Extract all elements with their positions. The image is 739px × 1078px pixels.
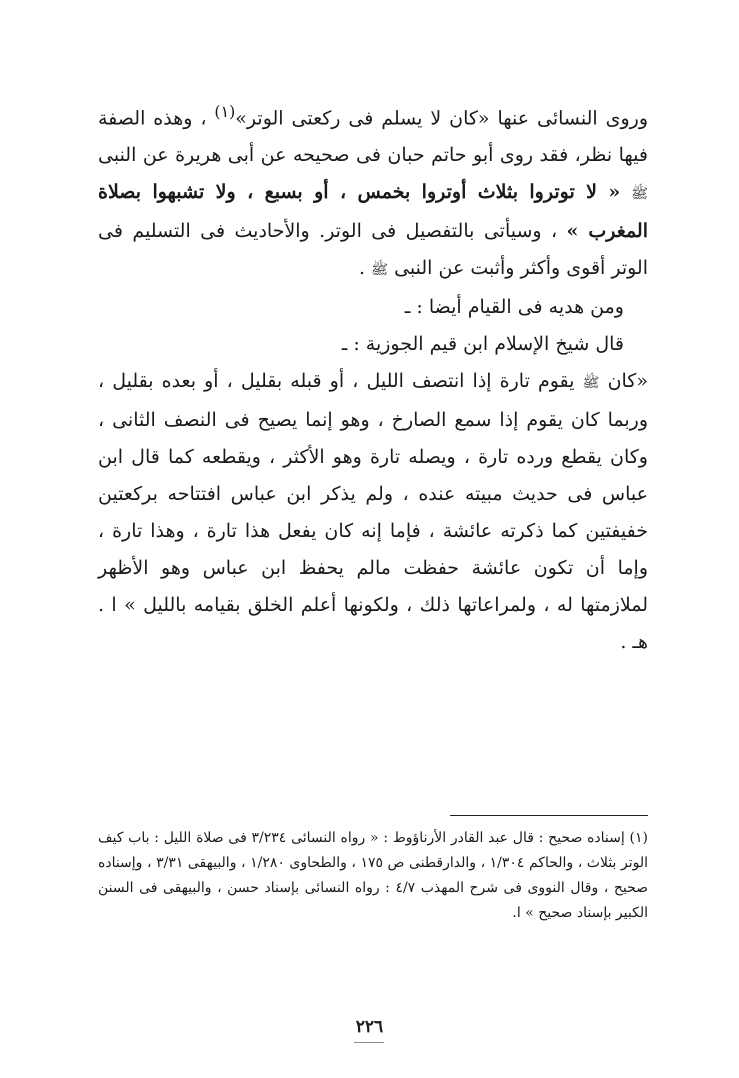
paragraph-4-start: «كان — [607, 370, 648, 393]
paragraph-4 — [98, 363, 648, 661]
salla-glyph: ﷺ — [371, 262, 389, 279]
paragraph-1-text: ، وهذه الصفة فيها نظر، فقد روى أبو حاتم حبان فى صحيحه عن أبى هريرة عن النبى — [98, 107, 648, 167]
paragraph-1-quote: وروى النسائى عنها «كان لا يسلم فى ركعتى الوتر» — [235, 107, 648, 130]
paragraph-1-end: . — [359, 257, 366, 280]
paragraph-3: قال شيخ الإسلام ابن قيم الجوزية : ـ — [341, 333, 624, 356]
salla-glyph: ﷺ — [582, 375, 600, 392]
body-text — [98, 93, 648, 661]
footnote-ref[interactable]: (١) — [214, 102, 236, 121]
paragraph-4-text: يقوم تارة إذا انتصف الليل ، أو قبله بقليل ، أو بعده بقليل ، وربما كان يقوم إذا سمع الصارخ ، وهو إنما يصيح فى النصف الثانى ، وكان يقطع ورده تارة ، ويصله تارة وهو الأكثر ، ويقطعه كما قال ابن عباس فى حديث مبيته عنده ، ولم يذكر ابن عباس افتتاحه بركعتين خفيفتين كما ذكرته عائشة ، فإما إنه كان يفعل هذا تارة ، وهذا تارة ، وإما أن تكون عائشة حفظت مالم يحفظ ابن عباس وهو الأظهر لملازمتها له ، ولمراعاتها ذلك ، ولكونها أعلم الخلق بقيامه بالليل » ا . هـ . — [98, 370, 648, 654]
salla-glyph: ﷺ — [631, 186, 648, 203]
page-number: ٢٢٦ — [355, 1017, 384, 1037]
footnote-text: (١) إسناده صحيح : قال عبد القادر الأرناؤوط : « رواه النسائى ٣/٢٣٤ فى صلاة الليل : باب كيف الوتر بثلاث ، والحاكم ١/٣٠٤ ، والدارقطنى ص ١٧٥ ، والطحاوى ١/٢٨٠ ، والبيهقى ٣/٣١ ، وإسناده صحيح ، وقال النووى فى شرح المهذب ٤/٧ : رواه النسائى بإسناد حسن ، والبيهقى فى السنن الكبير بإسناد صحيح » ا. — [98, 830, 649, 921]
hadith-bold-text: « لا توتروا بثلاث أوتروا بخمس ، أو بسبع ، ولا تشبهوا بصلاة المغرب » — [98, 181, 649, 243]
footnote-divider — [450, 815, 648, 816]
paragraph-1-continuation: ، وسيأتى بالتفصيل فى الوتر. والأحاديث فى التسليم فى الوتر أقوى وأكثر وأثبت عن النبى — [98, 220, 648, 280]
page-number-underline — [354, 1042, 384, 1043]
footnote — [98, 826, 648, 926]
paragraph-2: ومن هديه فى القيام أيضا : ـ — [404, 296, 624, 319]
paragraph-1 — [98, 93, 648, 289]
